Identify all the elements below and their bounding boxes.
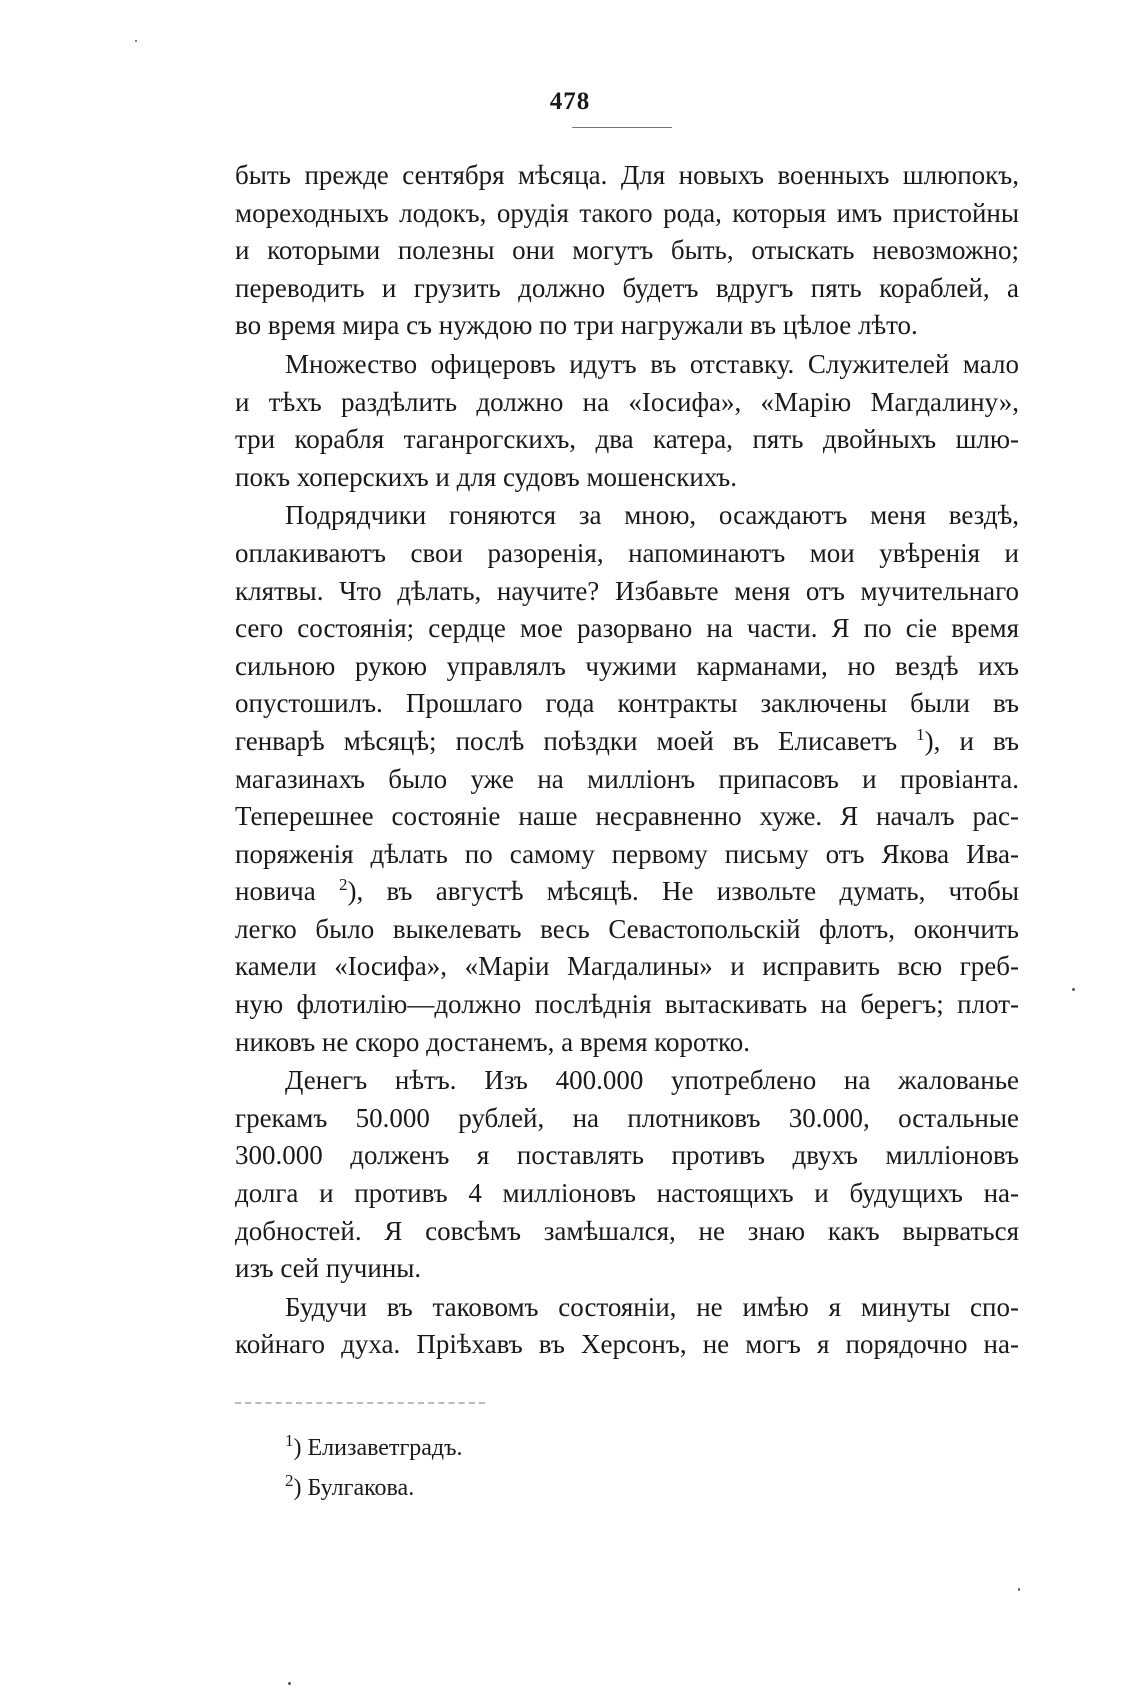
paragraph-line: добностей. Я совсѣмъ замѣшался, не знаю какъ вырваться (235, 1215, 1019, 1246)
footnotes (285, 1428, 463, 1508)
paragraph-line-with-footnote (235, 723, 1019, 761)
scan-speck (135, 40, 137, 42)
paragraph-line: койнаго духа. Пріѣхавъ въ Херсонъ, не могъ я порядочно на- (235, 1329, 1019, 1360)
scan-speck (1018, 1588, 1020, 1591)
paragraph-line: Теперешнее состояніе наше несравненно хуже. Я началъ рас- (235, 801, 1019, 832)
scan-speck (288, 1682, 291, 1685)
paragraph-line: долга и противъ 4 милліоновъ настоящихъ и будущихъ на- (235, 1178, 1019, 1209)
paragraph-line: сего состоянія; сердце мое разорвано на части. Я по сіе время (235, 613, 1019, 644)
paragraph-line: Подрядчики гоняются за мною, осаждаютъ меня вездѣ, (285, 500, 1019, 531)
page-number: 478 (549, 88, 591, 115)
paragraph-line: клятвы. Что дѣлать, научите? Избавьте меня отъ мучительнаго (235, 575, 1019, 606)
footnote-separator (235, 1402, 485, 1410)
line-text-suffix: ), въ августѣ мѣсяцѣ. Не извольте думать, чтобы (347, 876, 1020, 907)
footnote-marker: 1 (285, 1431, 294, 1450)
paragraph-line: легко было выкелевать весь Севастопольскій флотъ, окончить (235, 913, 1019, 944)
paragraph-line: Множество офицеровъ идутъ въ отставку. Служителей мало (285, 348, 1019, 379)
paragraph-line: переводить и грузить должно будетъ вдругъ пять кораблей, а (235, 272, 1019, 303)
footnote-text: ) Булгакова. (293, 1475, 415, 1501)
paragraph-line: магазинахъ было уже на милліонъ припасовъ и провіанта. (235, 763, 1019, 794)
paragraph-line: изъ сей пучины. (235, 1253, 422, 1284)
paragraph-line-with-footnote (235, 873, 1019, 911)
paragraph-2 (235, 346, 1019, 496)
paragraph-line: и которыми полезны они могутъ быть, отыскать невозможно; (235, 235, 1019, 266)
text-block (235, 157, 1019, 1365)
paragraph-line: никовъ не скоро достанемъ, а время коротко. (235, 1026, 750, 1057)
paragraph-line: быть прежде сентября мѣсяца. Для новыхъ военныхъ шлюпокъ, (235, 160, 1019, 190)
paragraph-line: поряженія дѣлать по самому первому письму отъ Якова Ива- (235, 838, 1019, 869)
footnote-1 (285, 1428, 463, 1468)
paragraph-line: мореходныхъ лодокъ, орудія такого рода, которыя имъ пристойны (235, 197, 1019, 228)
paragraph-3 (235, 497, 1019, 1061)
footnote-ref-1: 1 (916, 724, 925, 744)
paragraph-line: Денегъ нѣтъ. Изъ 400.000 употреблено на жалованье (285, 1065, 1019, 1096)
line-text: генварѣ мѣсяцѣ; послѣ поѣздки моей въ Елисаветъ (235, 725, 898, 756)
footnote-text: ) Елизаветградъ. (293, 1435, 463, 1461)
line-text-suffix: ), и въ (924, 725, 1019, 756)
paragraph-line: ную флотилію—должно послѣднія вытаскивать на берегъ; плот- (235, 989, 1019, 1020)
paragraph-line: опустошилъ. Прошлаго года контракты заключены были въ (235, 688, 1019, 719)
paragraph-line: три корабля таганрогскихъ, два катера, пять двойныхъ шлю- (235, 424, 1019, 455)
footnote-ref-2: 2 (338, 875, 348, 895)
paragraph-line: камели «Іосифа», «Маріи Магдалины» и исправить всю греб- (235, 951, 1019, 982)
paragraph-line: грекамъ 50.000 рублей, на плотниковъ 30.000, остальные (235, 1102, 1019, 1133)
page-number-rule (572, 127, 672, 128)
paragraph-line: и тѣхъ раздѣлить должно на «Іосифа», «Марію Магдалину», (235, 386, 1019, 417)
line-text: новича (235, 876, 316, 907)
footnote-marker: 2 (285, 1471, 294, 1490)
paragraph-line: 300.000 долженъ я поставлять противъ двухъ милліоновъ (235, 1140, 1019, 1171)
paragraph-5 (235, 1289, 1019, 1364)
footnote-2 (285, 1468, 463, 1508)
paragraph-line: Будучи въ таковомъ состояніи, не имѣю я минуты спо- (285, 1291, 1019, 1322)
paragraph-4 (235, 1062, 1019, 1288)
paragraph-line: покъ хоперскихъ и для судовъ мошенскихъ. (235, 461, 737, 492)
paragraph-line: во время мира съ нуждою по три нагружали въ цѣлое лѣто. (235, 310, 918, 341)
paragraph-line: оплакиваютъ свои разоренія, напоминаютъ мои увѣренія и (235, 537, 1019, 568)
scan-speck (1072, 988, 1075, 991)
paragraph-line: сильною рукою управлялъ чужими карманами, но вездѣ ихъ (235, 650, 1019, 681)
paragraph-1 (235, 157, 1019, 345)
